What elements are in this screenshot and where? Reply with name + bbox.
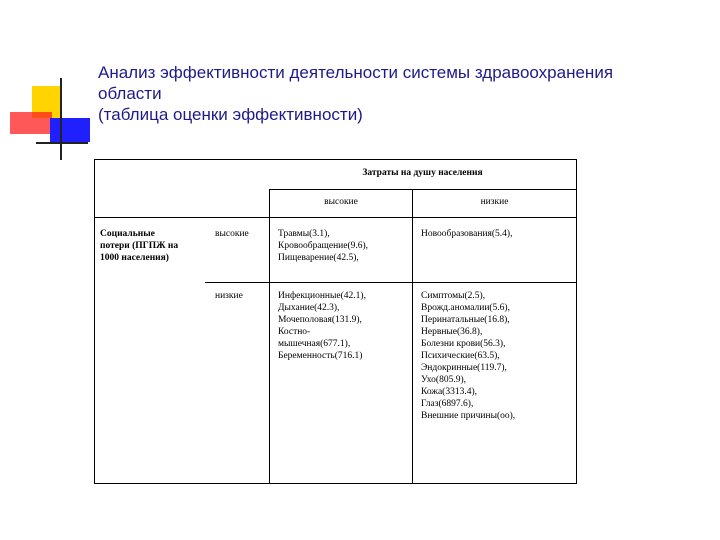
cell-item: Глаз(6897.6),	[421, 399, 474, 409]
row-header-social-losses	[100, 228, 206, 264]
cell-item: Кожа(3313.4),	[421, 387, 477, 397]
col-header-low: низкие	[480, 197, 509, 207]
divider-vertical-1	[269, 189, 270, 483]
cell-item: Новообразования(5.4),	[421, 229, 513, 239]
cell-item: Беременность(716.1)	[278, 351, 363, 361]
cell-item: Ухо(805.9),	[421, 375, 466, 385]
title-line-2: области	[98, 84, 162, 103]
title-line-3: (таблица оценки эффективности)	[98, 105, 363, 124]
cell-high-low	[421, 228, 512, 240]
cell-item: Перинатальные(16.8),	[421, 315, 510, 325]
row-header-line: Социальные	[100, 229, 155, 239]
efficiency-table	[94, 159, 577, 484]
cell-item: Врожд.аномалии(5.6),	[421, 303, 510, 313]
cell-item: мышечная(677.1),	[278, 339, 351, 349]
logo-blue-square	[50, 118, 90, 142]
cell-high-high	[278, 228, 368, 264]
cell-item: Пищеварение(42.5),	[278, 253, 359, 263]
logo-red-square	[10, 112, 52, 134]
divider-between-rows	[205, 282, 576, 283]
cell-item: Психические(63.5),	[421, 351, 500, 361]
divider-under-subheader	[95, 217, 576, 218]
cell-item: Мочеполовая(131.9),	[278, 315, 362, 325]
cell-low-low	[421, 290, 515, 422]
cell-item: Болезни крови(56.3),	[421, 339, 506, 349]
divider-under-header	[269, 189, 576, 190]
logo-horizontal-line	[36, 142, 88, 144]
col-header-high: высокие	[324, 197, 358, 207]
cell-item: Дыхание(42.3),	[278, 303, 340, 313]
divider-vertical-2	[412, 189, 413, 483]
row-label-low: низкие	[215, 291, 243, 301]
cell-item: Нервные(36.8),	[421, 327, 483, 337]
cell-item: Эндокринные(119.7),	[421, 363, 507, 373]
cell-low-high	[278, 290, 366, 362]
logo-vertical-line	[60, 78, 62, 160]
cell-item: Симптомы(2.5),	[421, 291, 486, 301]
cell-item: Внешние причины(оо),	[421, 411, 516, 421]
row-header-line: потери (ПГПЖ на	[100, 241, 179, 251]
slide-title	[98, 62, 708, 125]
cell-item: Кровообращение(9.6),	[278, 241, 369, 251]
row-header-line: 1000 населения)	[100, 253, 169, 263]
title-line-1: Анализ эффективности деятельности системы здравоохранения	[98, 63, 614, 82]
cell-item: Инфекционные(42.1),	[278, 291, 366, 301]
header-costs-per-capita: Затраты на душу населения	[362, 168, 483, 178]
cell-item: Костно-	[278, 327, 311, 337]
cell-item: Травмы(3.1),	[278, 229, 330, 239]
row-label-high: высокие	[215, 229, 249, 239]
